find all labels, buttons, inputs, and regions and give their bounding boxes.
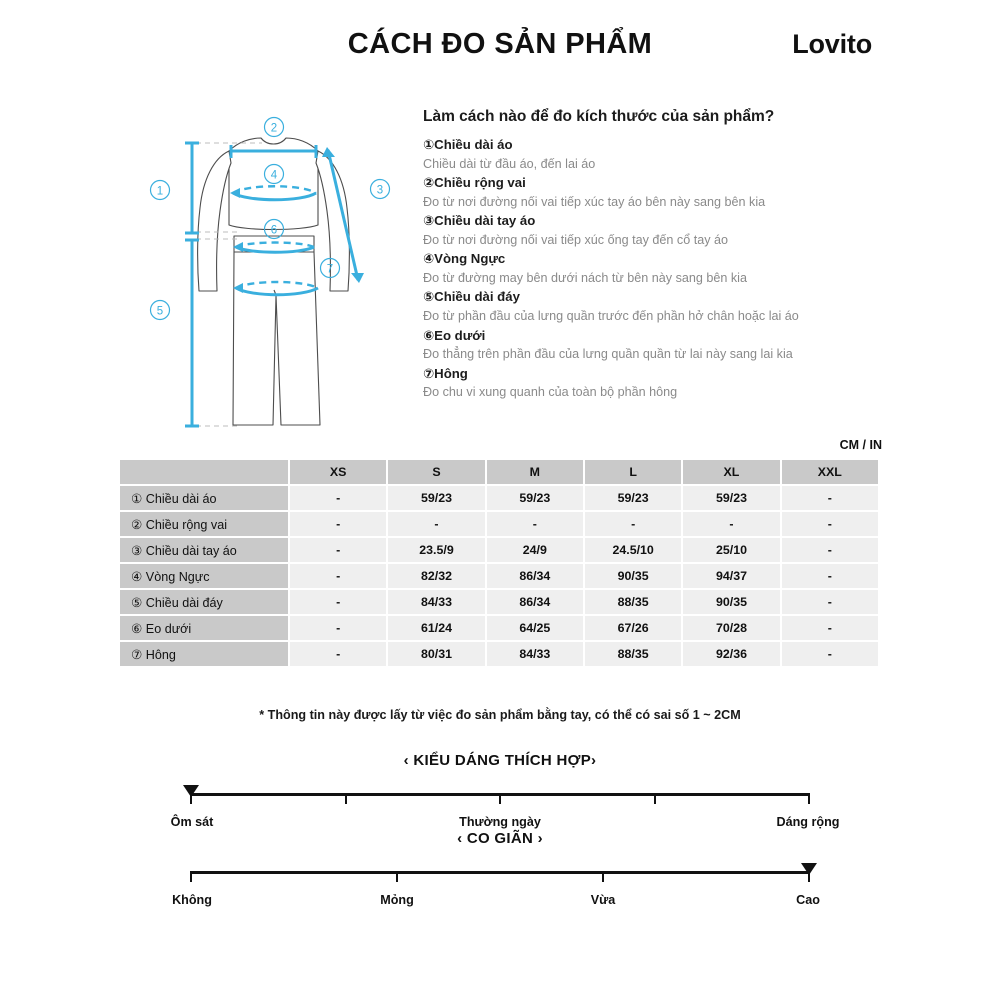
- measurement-instructions: [423, 108, 893, 403]
- row-label: ② Chiều rộng vai: [120, 512, 288, 536]
- fit-tick: [654, 793, 656, 804]
- instruction-desc: Đo thẳng trên phần đầu của lưng quần quần từ lai này sang lai kia: [423, 347, 793, 362]
- fit-label-tight: Ôm sát: [170, 815, 214, 829]
- fit-label-loose: Dáng rộng: [776, 815, 840, 829]
- cell-value: -: [782, 590, 878, 614]
- row-label: ③ Chiều dài tay áo: [120, 538, 288, 562]
- units-label: CM / IN: [839, 438, 882, 452]
- instruction-desc: Chiều dài từ đầu áo, đến lai áo: [423, 156, 596, 171]
- stretch-scale-marker: [801, 863, 817, 875]
- instruction-label: Chiều dài áo: [434, 137, 513, 152]
- cell-value: 94/37: [683, 564, 779, 588]
- instruction-desc: Đo từ nơi đường nối vai tiếp xúc tay áo bên này sang bên kia: [423, 194, 766, 209]
- fit-tick: [499, 793, 501, 804]
- instruction-number: ②: [423, 175, 435, 191]
- instructions-heading: Làm cách nào để đo kích thước của sản phẩm?: [423, 108, 775, 125]
- pants-outline: [233, 252, 320, 425]
- instruction-label: Hông: [434, 365, 468, 381]
- size-chart-table: [118, 458, 880, 668]
- size-header-xs: XS: [290, 460, 386, 484]
- instruction-label: Vòng Ngực: [434, 251, 506, 267]
- stretch-tick: [396, 871, 398, 882]
- cell-value: 80/31: [388, 642, 484, 666]
- cell-value: 59/23: [683, 486, 779, 510]
- cell-value: -: [585, 512, 681, 536]
- garment-measurement-diagram: [130, 105, 410, 445]
- cell-value: 88/35: [585, 642, 681, 666]
- cell-value: 70/28: [683, 616, 779, 640]
- instruction-desc: Đo chu vi xung quanh của toàn bộ phần hông: [423, 385, 678, 400]
- cell-value: -: [290, 486, 386, 510]
- stretch-label-slight: Mỏng: [380, 893, 414, 907]
- row-label: ⑤ Chiều dài đáy: [120, 590, 288, 614]
- instruction-number: ③: [423, 213, 435, 229]
- instruction-item: [423, 365, 893, 402]
- fit-tick: [345, 793, 347, 804]
- callout-1-label: 1: [156, 185, 164, 198]
- table-row: [120, 512, 878, 536]
- instruction-number: ⑥: [423, 327, 435, 343]
- cell-value: -: [290, 590, 386, 614]
- cell-value: -: [782, 512, 878, 536]
- garment-diagram-svg: [130, 105, 410, 445]
- row-label: ⑥ Eo dưới: [120, 616, 288, 640]
- cell-value: -: [388, 512, 484, 536]
- cell-value: 24.5/10: [585, 538, 681, 562]
- callout-5-label: 5: [156, 305, 164, 318]
- cell-value: -: [487, 512, 583, 536]
- instruction-label: Chiều rộng vai: [434, 175, 526, 191]
- cell-value: 88/35: [585, 590, 681, 614]
- callout-2-label: 2: [270, 122, 278, 135]
- cell-value: 67/26: [585, 616, 681, 640]
- cell-value: 24/9: [487, 538, 583, 562]
- row-label: ① Chiều dài áo: [120, 486, 288, 510]
- table-row: [120, 590, 878, 614]
- callout-3-label: 3: [376, 184, 384, 197]
- table-row: [120, 486, 878, 510]
- cell-value: 23.5/9: [388, 538, 484, 562]
- measure-3-arrowhead-top: [322, 147, 335, 157]
- instruction-desc: Đo từ nơi đường nối vai tiếp xúc ống tay đến cổ tay áo: [423, 232, 729, 247]
- instruction-list: [423, 136, 893, 402]
- instruction-item: [423, 136, 893, 173]
- stretch-axis-line: [190, 871, 810, 874]
- cell-value: -: [290, 538, 386, 562]
- row-label: ⑦ Hông: [120, 642, 288, 666]
- size-header-m: M: [487, 460, 583, 484]
- instruction-item: [423, 327, 893, 364]
- callout-6-label: 6: [270, 224, 278, 237]
- stretch-tick: [190, 871, 192, 882]
- size-header-l: L: [585, 460, 681, 484]
- left-sleeve-outline: [198, 151, 231, 291]
- cell-value: 59/23: [388, 486, 484, 510]
- fit-label-normal: Thường ngày: [459, 815, 541, 829]
- table-row: [120, 538, 878, 562]
- cell-value: 59/23: [585, 486, 681, 510]
- size-table-header-row: [120, 460, 878, 484]
- cell-value: -: [290, 616, 386, 640]
- cell-value: 90/35: [683, 590, 779, 614]
- cell-value: 82/32: [388, 564, 484, 588]
- size-table-body: [120, 486, 878, 666]
- instruction-item: [423, 174, 893, 211]
- size-header-s: S: [388, 460, 484, 484]
- cell-value: -: [782, 616, 878, 640]
- cell-value: -: [683, 512, 779, 536]
- cell-value: 59/23: [487, 486, 583, 510]
- stretch-label-high: Cao: [796, 893, 820, 907]
- size-table-head: [120, 460, 878, 484]
- size-header-xl: XL: [683, 460, 779, 484]
- cell-value: 64/25: [487, 616, 583, 640]
- cell-value: 90/35: [585, 564, 681, 588]
- cell-value: 86/34: [487, 564, 583, 588]
- instruction-item: [423, 212, 893, 249]
- fit-scale-marker: [183, 785, 199, 797]
- instruction-number: ⑦: [423, 365, 435, 381]
- instruction-number: ④: [423, 251, 435, 267]
- stretch-label-medium: Vừa: [590, 893, 616, 907]
- stretch-label-none: Không: [172, 893, 212, 907]
- instruction-item: [423, 250, 893, 287]
- cell-value: 86/34: [487, 590, 583, 614]
- cell-value: -: [782, 538, 878, 562]
- instruction-number: ①: [423, 137, 435, 152]
- row-label: ④ Vòng Ngực: [120, 564, 288, 588]
- fit-tick: [808, 793, 810, 804]
- cell-value: 25/10: [683, 538, 779, 562]
- instruction-label: Chiều dài tay áo: [434, 213, 536, 229]
- instruction-item: [423, 288, 893, 325]
- instruction-label: Chiều dài đáy: [434, 289, 520, 305]
- stretch-tick: [602, 871, 604, 882]
- stretch-scale-block: [0, 830, 1000, 913]
- cell-value: -: [782, 486, 878, 510]
- cell-value: -: [290, 564, 386, 588]
- instruction-desc: Đo từ phần đầu của lưng quần trước đến phần hở chân hoặc lai áo: [423, 309, 799, 324]
- fit-scale-block: [0, 752, 1000, 835]
- stretch-scale-title: ‹ CO GIÃN ›: [457, 830, 543, 847]
- stretch-scale-labels: [172, 893, 820, 913]
- fit-scale-axis: [190, 781, 810, 815]
- cell-value: -: [782, 564, 878, 588]
- size-header-xxl: XXL: [782, 460, 878, 484]
- instruction-desc: Đo từ đường may bên dưới nách từ bên này sang bên kia: [423, 271, 747, 286]
- table-row: [120, 642, 878, 666]
- callout-7-label: 7: [326, 263, 334, 276]
- stretch-scale-axis: [190, 859, 810, 893]
- instruction-number: ⑤: [423, 289, 435, 305]
- page-header: [0, 28, 1000, 78]
- cell-value: 61/24: [388, 616, 484, 640]
- instruction-label: Eo dưới: [434, 327, 486, 343]
- brand-logo: Lovito: [792, 29, 872, 59]
- cell-value: 84/33: [487, 642, 583, 666]
- measurement-note: * Thông tin này được lấy từ việc đo sản phẩm bằng tay, có thể có sai số 1 ~ 2CM: [259, 708, 741, 722]
- cell-value: -: [290, 512, 386, 536]
- cell-value: 84/33: [388, 590, 484, 614]
- callout-4-label: 4: [270, 169, 278, 182]
- size-table-corner-cell: [120, 460, 288, 484]
- table-row: [120, 616, 878, 640]
- measure-3-arrowhead-bottom: [351, 273, 364, 283]
- cell-value: -: [782, 642, 878, 666]
- cell-value: 92/36: [683, 642, 779, 666]
- table-row: [120, 564, 878, 588]
- cell-value: -: [290, 642, 386, 666]
- page-title: CÁCH ĐO SẢN PHẨM: [347, 28, 653, 60]
- fit-scale-title: ‹ KIỂU DÁNG THÍCH HỢP›: [403, 752, 597, 769]
